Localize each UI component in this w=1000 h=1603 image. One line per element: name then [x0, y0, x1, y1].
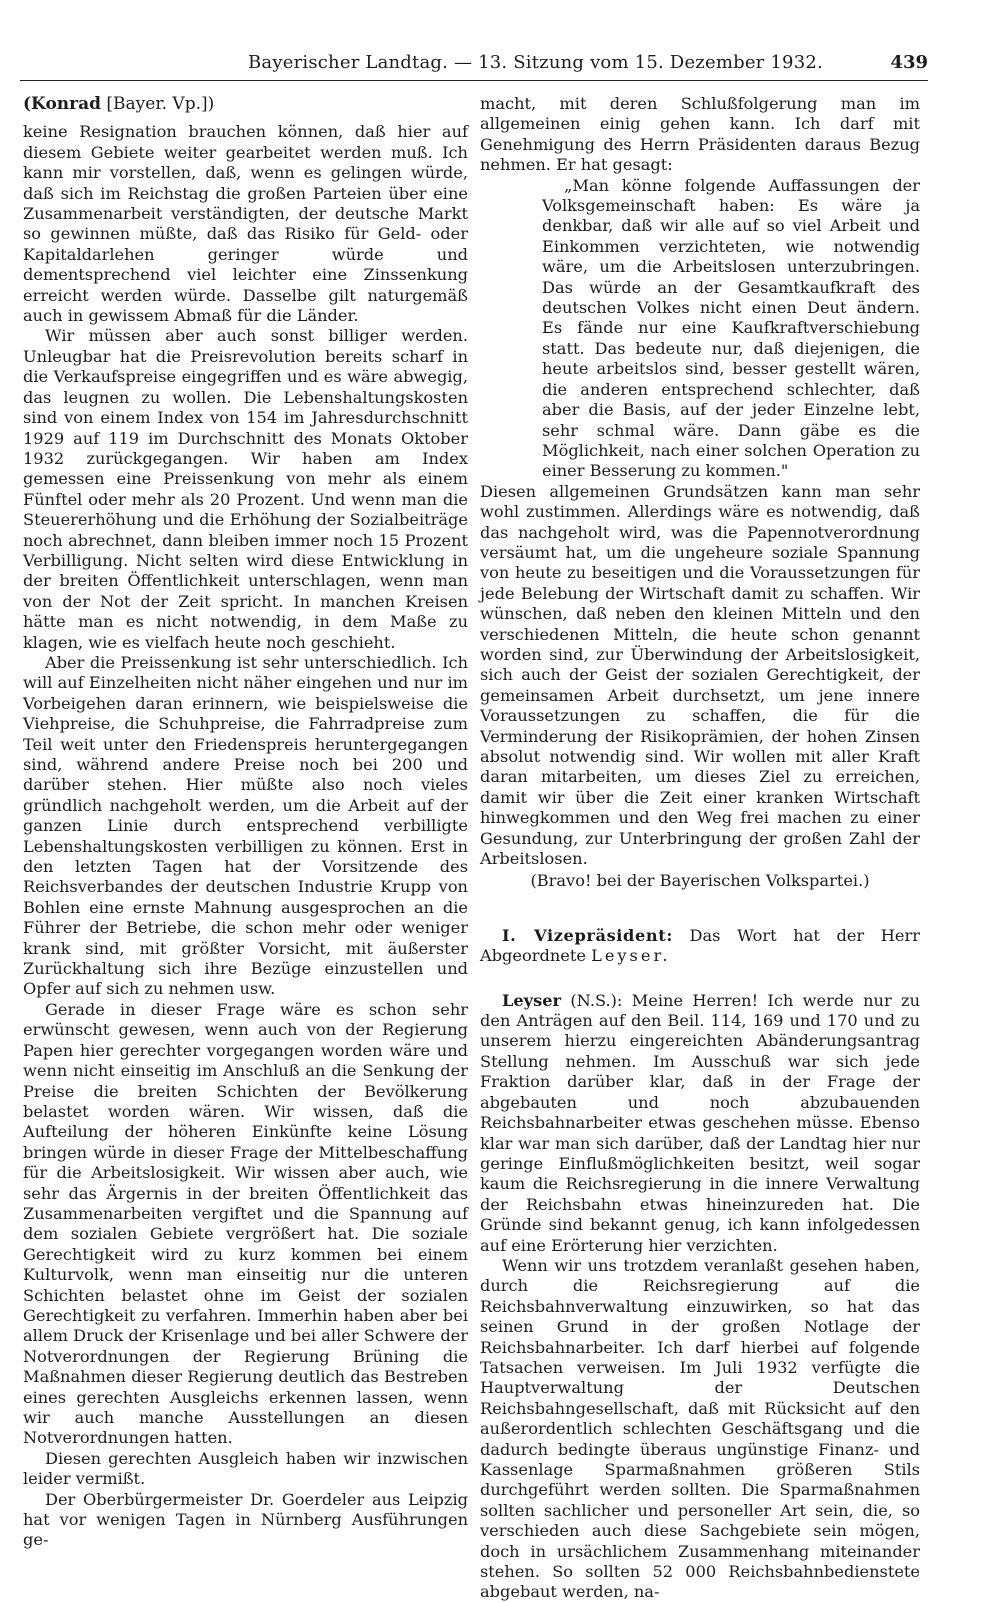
speaker-party: [Bayer. Vp.]) — [101, 94, 215, 114]
left-column — [23, 94, 468, 1551]
paragraph: Gerade in dieser Frage wäre es schon sehr erwünscht gewesen, wenn auch von der Regierung Papen hier gerechter vorgegangen worden wäre und wenn nicht einseitig im Anschluß an die Senkung der Preise die breiten Schichten der Bevölkerung belastet worden wären. Wir wissen, daß die Aufteilung der höheren Einkünfte keine Lösung bringen würde in dieser Frage der Mittelbeschaffung für die Arbeitslosigkeit. Wir wissen aber auch, wie sehr das Ärgernis in der breiten Öffentlichkeit das Zusammenarbeiten vergiftet und die Spannung auf dem sozialen Gebiete vergrößert hat. Die soziale Gerechtigkeit wird zu kurz kommen bei einem Kulturvolk, wenn man einseitig nur die unteren Schichten belastet ohne im Geist der sozialen Gerechtigkeit zu verfahren. Immerhin haben aber bei allem Druck der Krisenlage und bei aller Schwere der Notverordnungen der Regierung Brüning die Maßnahmen dieser Regierung deutlich das Bestreben eines gerechten Ausgleichs erkennen lassen, wenn wir auch manche Ausstellungen an diesen Notverordnungen hatten. — [23, 999, 468, 1448]
spacer — [480, 892, 920, 926]
page-number: 439 — [890, 52, 928, 73]
quotation: „Man könne folgende Auffassungen der Volksgemeinschaft haben: Es wäre ja denkbar, daß wir alle auf so viel Arbeit und Einkommen verzichteten, wie notwendig wäre, um die Arbeitslosen unterzubringen. Das würde an der Gesamtkaufkraft des deutschen Volkes nicht einen Deut ändern. Es fände nur eine Kaufkraftverschiebung statt. Das bedeute nur, daß diejenigen, die heute arbeitslos sind, besser gestellt wären, die anderen entsprechend schlechter, daß aber die Basis, auf der jeder Einzelne lebt, sehr schmal wäre. Dann gäbe es die Möglichkeit, nach einer solchen Operation zu einer Besserung zu kommen." — [542, 175, 920, 481]
speaker2-name: Leyser — [502, 990, 562, 1010]
chair-text: Das Wort hat der Herr Abgeordnete — [480, 925, 920, 966]
running-title: Bayerischer Landtag. — 13. Sitzung vom 15. Dezember 1932. — [248, 52, 823, 73]
paragraph: Diesen gerechten Ausgleich haben wir inzwischen leider vermißt. — [23, 1448, 468, 1489]
paragraph: Diesen allgemeinen Grundsätzen kann man sehr wohl zustimmen. Allerdings wäre es notwendig, daß das nachgeholt wird, was die Papennotverordnung versäumt hat, um die ungeheure soziale Spannung von heute zu beseitigen und die Voraussetzungen für jede Belebung der Wirtschaft damit zu schaffen. Wir wünschen, daß neben den kleinen Mitteln und den verschiedenen Mitteln, die heute schon genannt worden sind, zur Überwindung der Arbeitslosigkeit, sich auch der Geist der sozialen Gerechtigkeit, der gemeinsamen Arbeit durchsetzt, um jene innere Voraussetzungen zu schaffen, die für die Verminderung der Risikoprämien, der hohen Zinsen absolut notwendig sind. Wir wollen mit aller Kraft daran mitarbeiten, um dieses Ziel zu erreichen, damit wir über die Zeit einer kranken Wirtschaft hinwegkommen und den Weg frei machen zu einer Gesundung, zur Unterbringung der großen Zahl der Arbeitslosen. — [480, 481, 920, 869]
speaker2-text: (N.S.): Meine Herren! Ich werde nur zu den Anträgen auf den Beil. 114, 169 und 170 und zu unserem hierzu eingereichten Abänderungsantrag Stellung nehmen. Im Ausschuß war sich jede Fraktion darüber klar, daß in der Frage der abgebauten und noch abzubauenden Reichsbahnarbeiter etwas geschehen müsse. Ebenso klar war man sich darüber, daß der Landtag hier nur geringe Einflußmöglichkeiten besitzt, weil sogar kaum die Reichsregierung in die innere Verwaltung der Reichsbahn etwas hineinzureden hat. Die Gründe sind bekannt genug, ich kann infolgedessen auf eine Erörterung hier verzichten. — [480, 990, 920, 1255]
chair-statement — [480, 926, 920, 967]
chair-called-name: Leyser. — [591, 946, 671, 966]
speaker-name: (Konrad — [23, 94, 102, 114]
speaker-heading — [23, 94, 468, 114]
page-header — [20, 52, 928, 81]
right-column — [480, 94, 920, 1603]
applause-note: (Bravo! bei der Bayerischen Volkspartei.) — [530, 871, 870, 891]
speaker-paragraph — [480, 991, 920, 1256]
paragraph: keine Resignation brauchen können, daß hier auf diesem Gebiete weiter gearbeitet werden muß. Ich kann mir vorstellen, daß, wenn es gelingen würde, daß sich im Reichstag die großen Parteien über eine Zusammenarbeit verständigten, der deutsche Markt so gewinnen müßte, daß das Risiko für Geld- oder Kapitaldarlehen geringer würde und dementsprechend viel leichter eine Zinssenkung erreicht werden würde. Dasselbe gilt naturgemäß auch in gewissem Abmaß für die Länder. — [23, 122, 468, 326]
chair-label: I. Vizepräsident: — [502, 925, 673, 945]
paragraph: Wenn wir uns trotzdem veranlaßt gesehen haben, durch die Reichsregierung auf die Reichsbahnverwaltung einzuwirken, so hat das seinen Grund in der großen Notlage der Reichsbahnarbeiter. Ich darf hierbei auf folgende Tatsachen verweisen. Im Juli 1932 verfügte die Hauptverwaltung der Deutschen Reichsbahngesellschaft, daß mit Rücksicht auf den außerordentlich schlechten Geschäftsgang und die dadurch bedingte überaus ungünstige Finanz- und Kassenlage Sparmaßnahmen größeren Stils durchgeführt werden sollten. Die Sparmaßnahmen sollten sachlicher und personeller Art sein, die, so verschieden auch diese Sachgebiete sein mögen, doch in ursächlichem Zusammenhang miteinander stehen. So sollten 52 000 Reichsbahnbedienstete abgebaut werden, na- — [480, 1255, 920, 1602]
paragraph: Aber die Preissenkung ist sehr unterschiedlich. Ich will auf Einzelheiten nicht näher eingehen und nur im Vorbeigehen daran erinnern, wie beispielsweise die Viehpreise, die Schuhpreise, die Fahrradpreise zum Teil weit unter den Friedenspreis heruntergegangen sind, während andere Preise noch bei 200 und darüber stehen. Hier müßte also noch vieles gründlich nachgeholt werden, um die Arbeit auf der ganzen Linie durch entsprechend verbilligte Lebenshaltungskosten verbilligen zu können. Erst in den letzten Tagen hat der Vorsitzende des Reichsverbandes der deutschen Industrie Krupp von Bohlen eine ernste Mahnung ausgesprochen an die Führer der Betriebe, die schon mehr oder weniger krank sind, mit größter Vorsicht, mit äußerster Zurückhaltung sich ihre Bezüge einzustellen und Opfer auf sich zu nehmen usw. — [23, 652, 468, 999]
paragraph: Der Oberbürgermeister Dr. Goerdeler aus Leipzig hat vor wenigen Tagen in Nürnberg Ausführungen ge- — [23, 1489, 468, 1550]
paragraph: Wir müssen aber auch sonst billiger werden. Unleugbar hat die Preisrevolution bereits scharf in die Verkaufspreise eingegriffen und es wäre abwegig, das leugnen zu wollen. Die Lebenshaltungskosten sind von einem Index von 154 im Jahresdurchschnitt 1929 auf 119 im Durchschnitt des Monats Oktober 1932 zurückgegangen. Wir haben am Index gemessen eine Preissenkung von mehr als einem Fünftel oder mehr als 20 Prozent. Und wenn man die Steuererhöhung und die Erhöhung der Sozialbeiträge noch abrechnet, dann bleiben immer noch 15 Prozent Verbilligung. Nicht selten wird diese Entwicklung in der breiten Öffentlichkeit unterschlagen, wenn man von der Not der Zeit spricht. In manchen Kreisen hätte man es nicht notwendig, in dem Maße zu klagen, wie es vielfach heute noch geschieht. — [23, 326, 468, 652]
spacer — [480, 967, 920, 991]
paragraph: macht, mit deren Schlußfolgerung man im allgemeinen einig gehen kann. Ich darf mit Genehmigung des Herrn Präsidenten daraus Bezug nehmen. Er hat gesagt: — [480, 94, 920, 175]
